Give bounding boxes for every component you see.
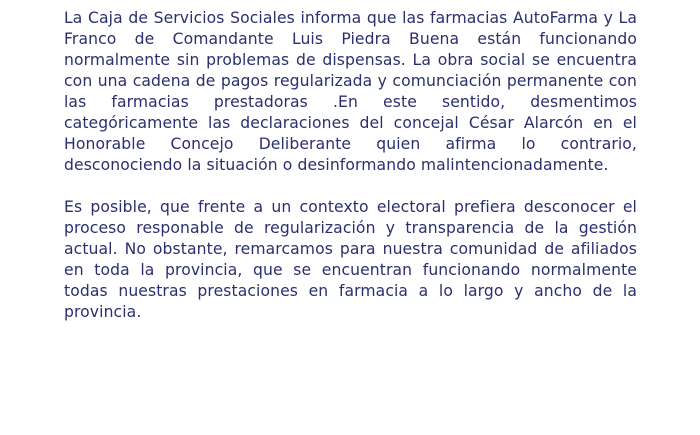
paragraph-electoral-context: Es posible, que frente a un contexto electoral prefiera desconocer el proceso responable de regularización y transparencia de la gestión actual. No obstante, remarcamos para nuestra comunidad de afiliados en toda la provincia, que se encuentran funcionando normalmente todas nuestras prestaciones en farmacia a lo largo y ancho de la provincia.	[64, 198, 637, 321]
press-release-body	[64, 8, 637, 323]
paragraph-pharmacies-status: La Caja de Servicios Sociales informa que las farmacias AutoFarma y La Franco de Comandante Luis Piedra Buena están funcionando normalmente sin problemas de dispensas. La obra social se encuentra con una cadena de pagos regularizada y comunciación permanente con las farmacias prestadoras .En este sentido, desmentimos categóricamente las declaraciones del concejal César Alarcón en el Honorable Concejo Deliberante quien afirma lo contrario, desconociendo la situación o desinformando malintencionadamente.	[64, 9, 637, 174]
